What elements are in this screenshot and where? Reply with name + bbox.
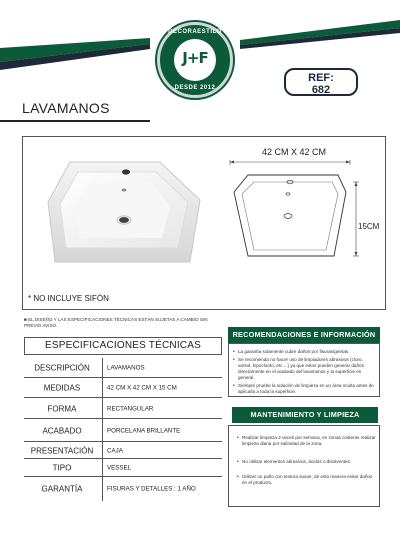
spec-value: LAVAMANOS — [107, 364, 145, 372]
maintenance-heading: MANTENIMIENTO Y LIMPIEZA — [232, 407, 378, 423]
table-row — [24, 442, 222, 459]
spec-label: MEDIDAS — [43, 383, 81, 393]
title-underline — [0, 120, 150, 122]
specs-table — [24, 358, 222, 501]
disclaimer-note — [24, 317, 224, 329]
table-row — [24, 358, 222, 378]
reference-badge — [284, 68, 358, 96]
list-item: • Realizar limpieza 2 veces por semana, en zonas costeras realizar limpieza diaria por salinidad de la zona. — [242, 435, 376, 447]
spec-value: PORCELANA BRILLANTE — [107, 427, 181, 434]
logo-emblem — [174, 39, 216, 81]
spec-label: ACABADO — [42, 426, 82, 435]
spec-value: RECTANGULAR — [107, 405, 154, 412]
spec-label: TIPO — [52, 463, 72, 473]
spec-value: CAJA — [107, 447, 123, 454]
table-row — [24, 419, 222, 442]
list-item: • Utilizar un paño con textura suave, de esta manera evitar daños en el producto. — [242, 474, 376, 486]
spec-label: DESCRIPCIÓN — [34, 363, 90, 373]
logo-bottom-text: DESDE 2012 — [174, 85, 216, 91]
dimension-width-label: 42 CM X 42 CM — [262, 147, 327, 157]
logo-top-text: DECORAESTILO — [168, 29, 222, 35]
spec-value: FISURAS Y DETALLES : 1 AÑO — [107, 485, 196, 493]
ref-number: 682 — [311, 84, 331, 96]
list-item: • No utilizar elementos abrasivos, ácidos o disolventes. — [242, 459, 376, 465]
table-row — [24, 477, 222, 501]
dimension-height-label: 15CM — [358, 222, 380, 231]
product-photo — [40, 150, 210, 275]
recommendations-heading: RECOMENDACIONES E INFORMACIÓN — [228, 327, 380, 343]
spec-value: 42 CM X 42 CM X 15 CM — [107, 384, 177, 392]
technical-drawing — [226, 160, 376, 280]
no-siphon-note: * NO INCLUYE SIFÓN — [28, 294, 109, 303]
ref-label: REF: — [308, 72, 334, 84]
spec-label: FORMA — [47, 404, 77, 413]
brand-logo — [157, 22, 233, 98]
list-item: • La garantía solamente cubre daños por fisuras/grietas. — [238, 349, 376, 355]
list-item: • Siempre pruebe la solución de limpieza en un área oculta antes de aplicarla a toda la superficie. — [238, 383, 376, 395]
list-item: • Se recomienda no hacer uso de limpiadores abrasivos (cloro, varsol, hipoclorito, etc....) ya que estos pueden generar daños directamente en el acabado del lavamanos y la superficie en general. — [238, 357, 376, 381]
page-title: LAVAMANOS — [22, 100, 110, 116]
disclaimer-bullet-icon: ■ — [24, 317, 29, 322]
table-row — [24, 378, 222, 398]
table-row — [24, 398, 222, 419]
spec-label: GARANTÍA — [41, 484, 83, 494]
disclaimer-text: EL DISEÑO Y LAS ESPECIFICACIONES TÉCNICAS ESTÁN SUJETAS A CAMBIO SIN PREVIO AVISO. — [24, 317, 208, 328]
spec-label: PRESENTACIÓN — [30, 446, 94, 455]
specs-title: ESPECIFICACIONES TÉCNICAS — [24, 337, 222, 355]
spec-value: VESSEL — [107, 464, 132, 472]
table-row — [24, 459, 222, 477]
logo-mark: J+F — [182, 49, 208, 67]
